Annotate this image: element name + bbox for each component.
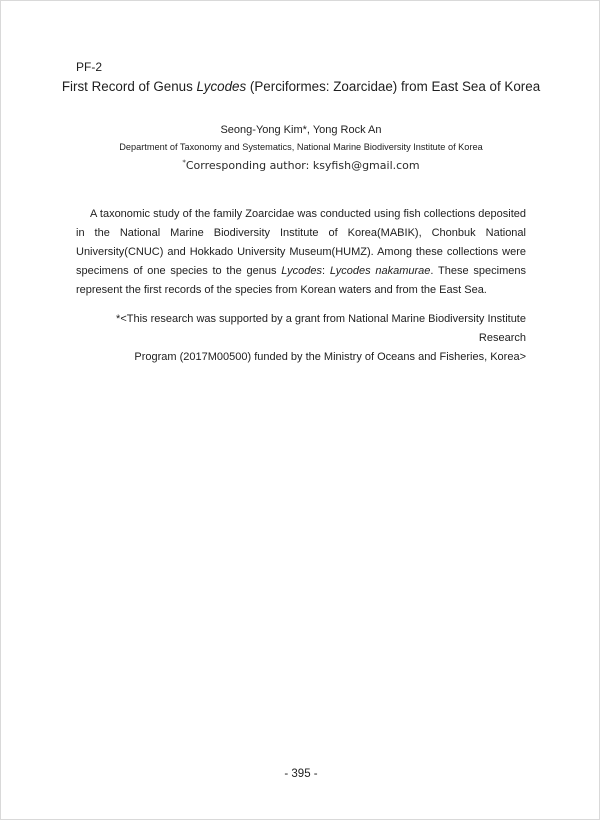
title-prefix: First Record of Genus bbox=[61, 79, 197, 94]
funding-line-2: Program (2017M00500) funded by the Ministry of Oceans and Fisheries, Korea> bbox=[134, 351, 526, 363]
abstract-species: Lycodes nakamurae bbox=[329, 265, 431, 277]
title-genus: Lycodes bbox=[196, 79, 247, 94]
abstract-text-2: . These specimens represent the first records of the species from Korean waters and from the East Sea. bbox=[76, 265, 526, 296]
abstract-code: PF-2 bbox=[76, 60, 103, 74]
abstract-text-1: A taxonomic study of the family Zoarcidae was conducted using fish collections deposited in the National Marine Biodiversity Institute of Korea(MABIK), Chonbuk National University(CNUC) and Hokkado University Museum(HUMZ). Among these collections were specimens of one species to the genus bbox=[76, 208, 526, 277]
corresponding-mark: * bbox=[182, 158, 186, 167]
funding-note bbox=[76, 310, 526, 367]
paper-title bbox=[1, 79, 600, 94]
abstract-body bbox=[76, 205, 526, 300]
funding-line-1: *<This research was supported by a grant from National Marine Biodiversity Institute Research bbox=[116, 313, 526, 344]
title-suffix: (Perciformes: Zoarcidae) from East Sea of Korea bbox=[246, 79, 541, 94]
abstract-separator: : bbox=[322, 265, 330, 277]
corresponding-author bbox=[1, 159, 600, 172]
page-number: - 395 - bbox=[284, 768, 318, 780]
corresponding-email: Corresponding author: ksyfish@gmail.com bbox=[185, 159, 420, 172]
author-list: Seong-Yong Kim*, Yong Rock An bbox=[220, 124, 382, 136]
abstract-genus: Lycodes bbox=[281, 265, 323, 277]
affiliation: Department of Taxonomy and Systematics, National Marine Biodiversity Institute of Korea bbox=[119, 142, 483, 152]
